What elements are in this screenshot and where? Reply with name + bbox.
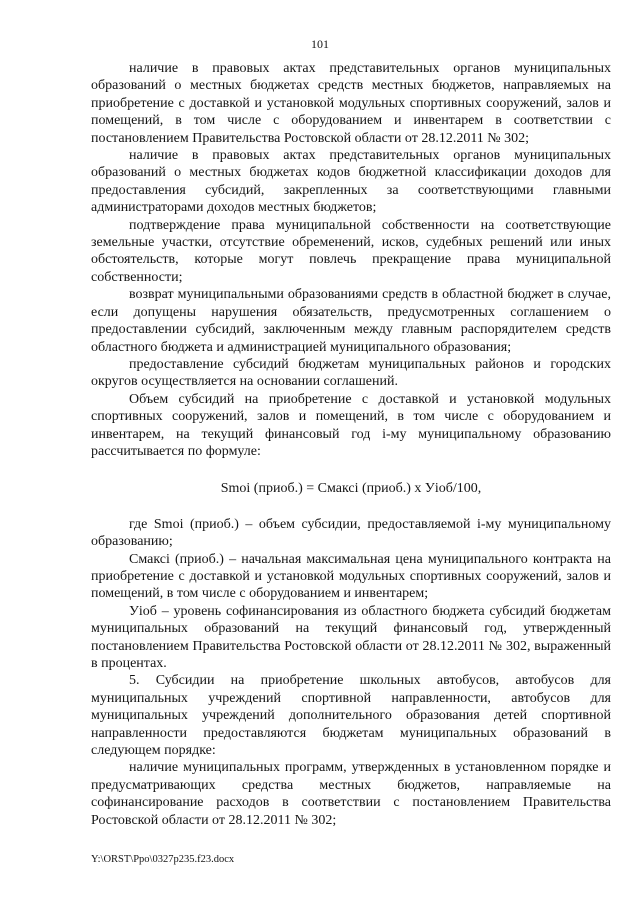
paragraph-8: Смаксi (приоб.) – начальная максимальная цена муниципального контракта на приобретение с доставкой и установкой модульных спортивных сооружений, залов и помещений, в том числе с оборудованием и инвентарем; (91, 551, 611, 602)
formula: Smoi (приоб.) = Смаксi (приоб.) х Уioб/100, (220, 481, 482, 497)
paragraph-2: наличие в правовых актах представительных органов муниципальных образований о местных бюджетах кодов бюджетной классификации доходов для предоставления субсидий, закрепленных за соответствующими главными администраторами доходов местных бюджетов; (91, 148, 611, 216)
paragraph-10: 5. Субсидии на приобретение школьных автобусов, автобусов для муниципальных учреждений спортивной направленности, автобусов для муниципальных учреждений дополнительного образования детей спортивной направленности предоставляются бюджетам муниципальных образований в следующем порядке: (91, 673, 611, 759)
paragraph-7: где Smoi (приоб.) – объем субсидии, предоставляемой i-му муниципальному образованию; (91, 516, 611, 550)
footer-file-path: Y:\ORST\Ppo\0327p235.f23.docx (91, 854, 235, 865)
paragraph-6: Объем субсидий на приобретение с доставкой и установкой модульных спортивных сооружений, залов и помещений, в том числе с оборудованием и инвентарем, на текущий финансовый год i-му муниципальному образованию рассчитывается по формуле: (91, 391, 611, 459)
paragraph-11: наличие муниципальных программ, утвержденных в установленном порядке и предусматривающих средства местных бюджетов, направляемые на софинансирование расходов в соответствии с постановлением Правительства Ростовской области от 28.12.2011 № 302; (91, 760, 611, 828)
paragraph-1: наличие в правовых актах представительных органов муниципальных образований о местных бюджетах средств местных бюджетов, направляемых на приобретение с доставкой и установкой модульных спортивных сооружений, залов и помещений, в том числе с оборудованием и инвентарем в соответствии с постановлением Правительства Ростовской области от 28.12.2011 № 302; (91, 61, 611, 146)
paragraph-4: возврат муниципальными образованиями средств в областной бюджет в случае, если допущены нарушения обязательств, предусмотренных соглашением о предоставлении субсидий, заключенным между главным распорядителем средств областного бюджета и администрацией муниципального образования; (91, 287, 611, 355)
page-number: 101 (311, 37, 329, 51)
paragraph-3: подтверждение права муниципальной собственности на соответствующие земельные участки, отсутствие обременений, исков, судебных решений или иных обстоятельств, которые могут повлечь прекращение права муниципальной собственности; (91, 217, 611, 285)
document-body (91, 60, 611, 829)
paragraph-9: Уioб – уровень софинансирования из областного бюджета субсидий бюджетам муниципальных образований на текущий финансовый год, утвержденный постановлением Правительства Ростовской области от 28.12.2011 № 302, выраженный в процентах. (91, 603, 611, 671)
paragraph-5: предоставление субсидий бюджетам муниципальных районов и городских округов осуществляется на основании соглашений. (91, 356, 611, 390)
